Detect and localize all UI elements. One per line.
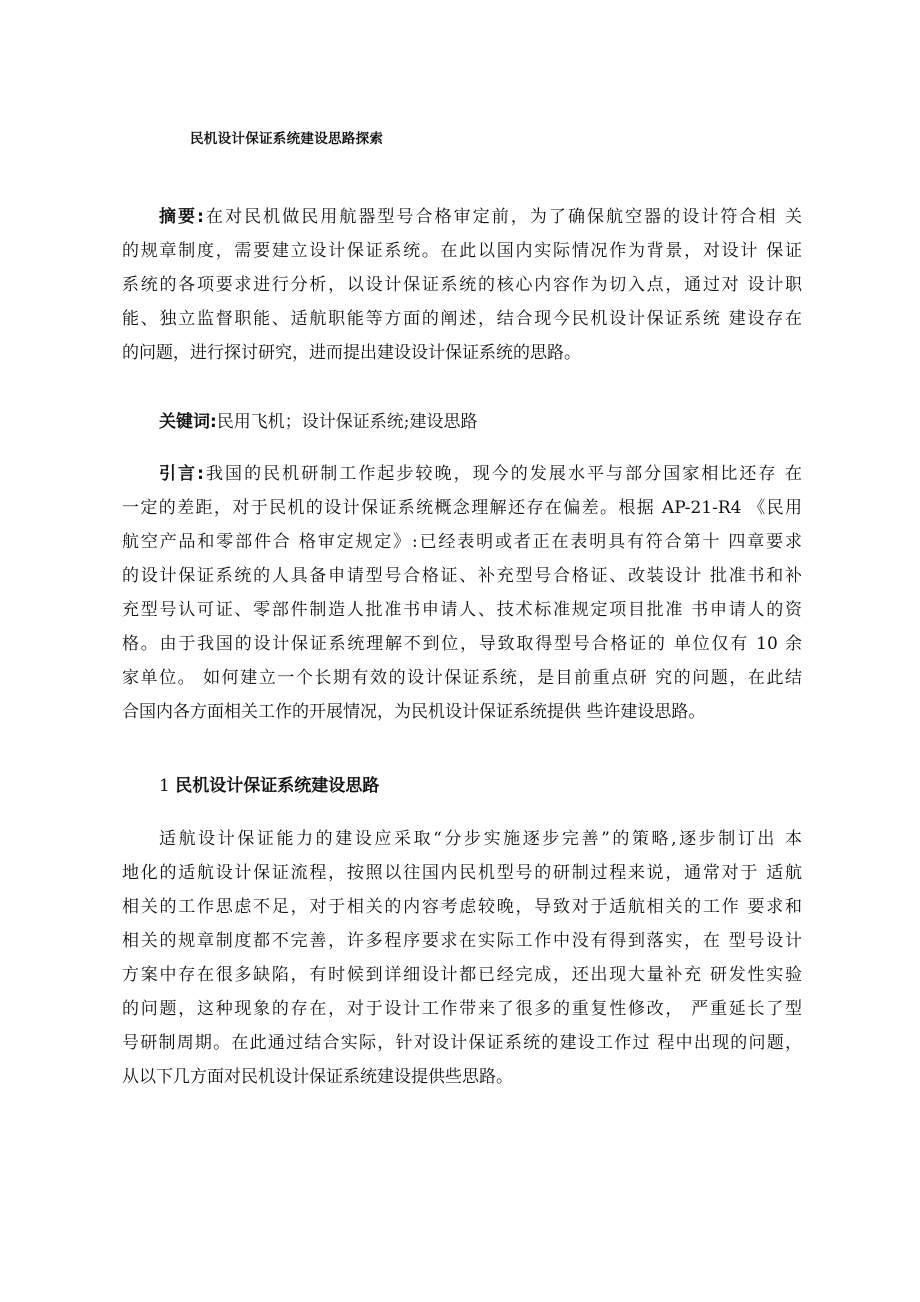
introduction-line: 家单位。 如何建立一个长期有效的设计保证系统，是目前重点研 究的问题，在此结 xyxy=(122,668,802,688)
introduction-line: 引言:我国的民机研制工作起步较晚，现今的发展水平与部分国家相比还存 在 xyxy=(159,464,802,484)
abstract-line: 的规章制度，需要建立设计保证系统。在此以国内实际情况作为背景，对设计 保证 xyxy=(122,241,802,261)
keywords-paragraph xyxy=(122,405,802,439)
abstract-line: 摘要:在对民机做民用航器型号合格审定前，为了确保航空器的设计符合相 关 xyxy=(159,207,802,227)
section-line: 相关的规章制度都不完善，许多程序要求在实际工作中没有得到落实，在 型号设计 xyxy=(122,931,802,951)
section-title: 民机设计保证系统建设思路 xyxy=(175,776,380,796)
section-line: 适航设计保证能力的建设应采取“分步实施逐步完善”的策略,逐步制订出 本 xyxy=(159,829,802,849)
abstract-line: 的问题，进行探讨研究，进而提出建设设计保证系统的思路。 xyxy=(122,343,581,363)
section-paragraph xyxy=(122,822,802,1094)
introduction-paragraph xyxy=(122,457,802,729)
section-line: 从以下几方面对民机设计保证系统建设提供些思路。 xyxy=(122,1067,513,1087)
introduction-line: 航空产品和零部件合 格审定规定》:已经表明或者正在表明具有符合第十 四章要求 xyxy=(122,532,802,552)
abstract-label: 摘要: xyxy=(159,207,204,227)
section-line: 方案中存在很多缺陷，有时候到详细设计都已经完成，还出现大量补充 研发性实验 xyxy=(122,965,802,985)
keywords-text: 民用飞机；设计保证系统;建设思路 xyxy=(216,412,478,432)
keywords-line xyxy=(122,405,802,439)
introduction-line: 一定的差距，对于民机的设计保证系统概念理解还存在偏差。根据 AP-21-R4 《民用 xyxy=(122,498,802,518)
section-line: 号研制周期。在此通过结合实际，针对设计保证系统的建设工作过 程中出现的问题， xyxy=(122,1033,802,1053)
section-number: 1 xyxy=(159,776,170,796)
section-line: 的问题，这种现象的存在，对于设计工作带来了很多的重复性修改， 严重延长了型 xyxy=(122,999,802,1019)
introduction-line: 的设计保证系统的人具备申请型号合格证、补充型号合格证、改装设计 批准书和补 xyxy=(122,566,802,586)
introduction-line: 合国内各方面相关工作的开展情况，为民机设计保证系统提供 些许建设思路。 xyxy=(122,702,706,722)
keywords-label: 关键词: xyxy=(159,412,217,432)
abstract-line: 能、独立监督职能、适航职能等方面的阐述，结合现今民机设计保证系统 建设存在 xyxy=(122,309,802,329)
section-line: 相关的工作思虑不足，对于相关的内容考虑较晚，导致对于适航相关的工作 要求和 xyxy=(122,897,802,917)
section-line: 地化的适航设计保证流程，按照以往国内民机型号的研制过程来说，通常对于 适航 xyxy=(122,863,802,883)
abstract-line: 系统的各项要求进行分析，以设计保证系统的核心内容作为切入点，通过对 设计职 xyxy=(122,275,802,295)
document-title: 民机设计保证系统建设思路探索 xyxy=(190,131,384,147)
introduction-line: 格。由于我国的设计保证系统理解不到位，导致取得型号合格证的 单位仅有 10 余 xyxy=(122,634,802,654)
introduction-line: 充型号认可证、零部件制造人批准书申请人、技术标准规定项目批准 书申请人的资 xyxy=(122,600,802,620)
section-heading xyxy=(159,771,379,801)
abstract-paragraph xyxy=(122,200,802,370)
introduction-label: 引言: xyxy=(159,464,204,484)
